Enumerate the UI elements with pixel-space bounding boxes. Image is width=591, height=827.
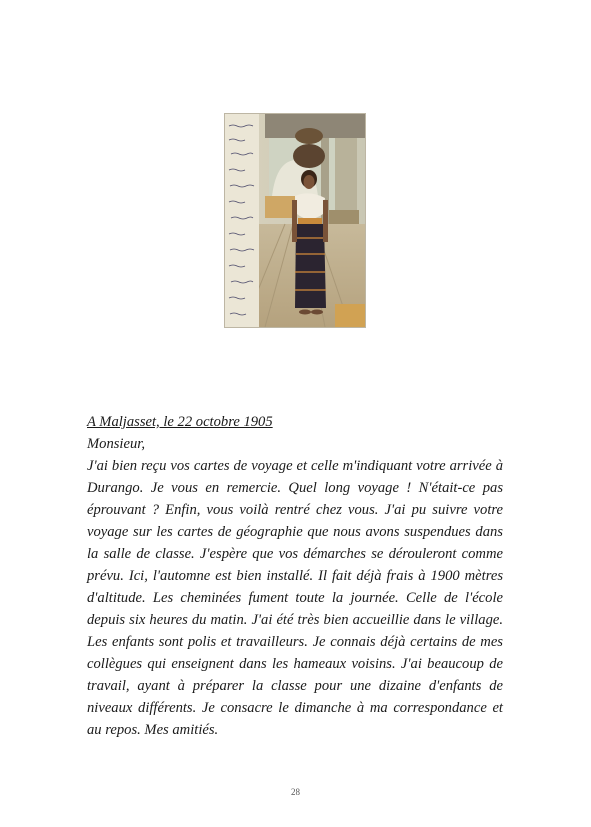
- postcard-image: [224, 113, 366, 328]
- letter-salutation: Monsieur,: [87, 436, 145, 452]
- letter: [87, 411, 503, 741]
- letter-body: J'ai bien reçu vos cartes de voyage et celle m'indiquant votre arrivée à Durango. Je vous en remercie. Quel long voyage ! N'était-ce pas éprouvant ? Enfin, vous voilà rentré chez vous. J'ai pu suivre votre voyage sur les cartes de géographie que nous avons suspendues dans la salle de classe. J'espère que vos démarches se dérouleront comme prévu. Ici, l'automne est bien installé. Il fait déjà frais à 1900 mètres d'altitude. Les cheminées fument toute la journée. Celle de l'école depuis six heures du matin. J'ai été très bien accueillie dans le village. Les enfants sont polis et travailleurs. Je connais déjà certains de mes collègues qui enseignent dans les hameaux voisins. J'ai beaucoup de travail, ayant à préparer la classe pour une dizaine d'enfants de niveaux différents. Je consacre le dimanche à ma correspondance et au repos. Mes amitiés.: [87, 458, 503, 738]
- page-number: 28: [291, 787, 300, 797]
- letter-date-line: A Maljasset, le 22 octobre 1905: [87, 414, 273, 430]
